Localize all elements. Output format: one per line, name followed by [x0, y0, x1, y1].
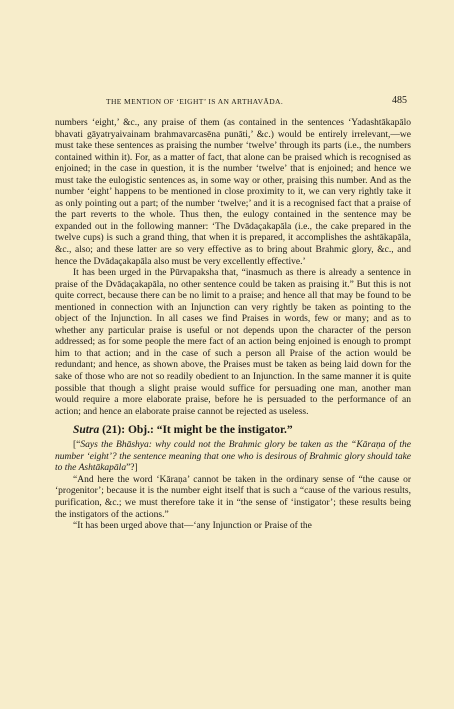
- bhashya-quote-open: [“: [73, 440, 81, 451]
- running-header: [106, 97, 406, 106]
- paragraph-karana: “And here the word ‘Kāraṇa’ cannot be taken in the ordinary sense of “the cause or ‘progenitor’; because it is the number eight itself that is such a “cause of the various results, purification, &c.; we must therefore take it in “the sense of ‘instigator’; these results being the instigators of the actions.”: [55, 474, 411, 520]
- sutra-label: Sutra: [73, 424, 100, 437]
- running-title: THE MENTION OF ‘EIGHT’ IS AN ARTHAVĀDA.: [106, 97, 284, 106]
- page-number: 485: [392, 95, 407, 106]
- bhashya-quote-text: Says the Bhāshya: why could not the Brahmic glory be taken as the “Kāraṇa of the number ‘eight’? the sentence meaning that one who is desirous of Brahmic glory should take to the Ashtākapāla: [55, 440, 411, 474]
- bhashya-quote-close: ”?]: [126, 463, 138, 474]
- paragraph-final: “It has been urged above that—‘any Injunction or Praise of the: [73, 521, 312, 532]
- sutra-title: (21): Obj.: “It might be the instigator.”: [99, 424, 293, 437]
- bhashya-quote: [55, 440, 411, 475]
- body-text: [55, 118, 411, 533]
- sutra-heading: [73, 423, 411, 437]
- paragraph-continuation: numbers ‘eight,’ &c., any praise of them (as contained in the sentences ‘Yadashtākapālo bhavati gāyatryaivainam brahmavarcasēna punāti,’ &c.) would be entirely irrelevant,—we must take these sentences as praising the number ‘twelve’ through its parts (i.e., the numbers contained within it). For, as a matter of fact, that alone can be praised which is recognised as enjoined; in the case in question, it is the number ‘twelve’ that is enjoined; and hence we must take the eulogistic sentences as, in some way or other, praising this number. And as the number ‘eight’ happens to be mentioned in close proximity to it, we can very rightly take it as only pointing out a part; of the number ‘twelve;’ and it is a recognised fact that a praise of the part reverts to the whole. Thus then, the eulogy contained in the sentence may be expanded out in the following manner: ‘The Dvādaçakapāla (i.e., the cake prepared in the twelve cups) is such a grand thing, that when it is prepared, it accomplishes the ashtākapāla, &c., also; and these latter are so very effective as to bring about Brahmic glory, &c., and hence the Dvādaçakapāla also must be very excellently effective.’: [55, 118, 411, 267]
- paragraph-purvapaksha-reply: It has been urged in the Pūrvapaksha that, “inasmuch as there is already a sentence in praise of the Dvādaçakapāla, no other sentence could be taken as praising it.” But this is not quite correct, because there can be no limit to a praise; and hence all that may be found to be mentioned in connection with an Injunction can very rightly be taken as pointing to the object of the Injunction. In all cases we find Praises in words, few or many; and as to whether any particular praise is useful or not depends upon the character of the person addressed; as for some people the mere fact of an action being enjoined is enough to prompt him to that action; and in the case of such a person all Praise of the action would be redundant; and hence, as shown above, the Praises must be taken as being laid down for the sake of those who are not so readily obedient to an Injunction. In the same manner it is quite possible that though a slight praise would suffice for persuading one man, another man would require a more elaborate praise, before he is persuaded to the performance of an action; and hence an elaborate praise cannot be rejected as useless.: [55, 268, 411, 417]
